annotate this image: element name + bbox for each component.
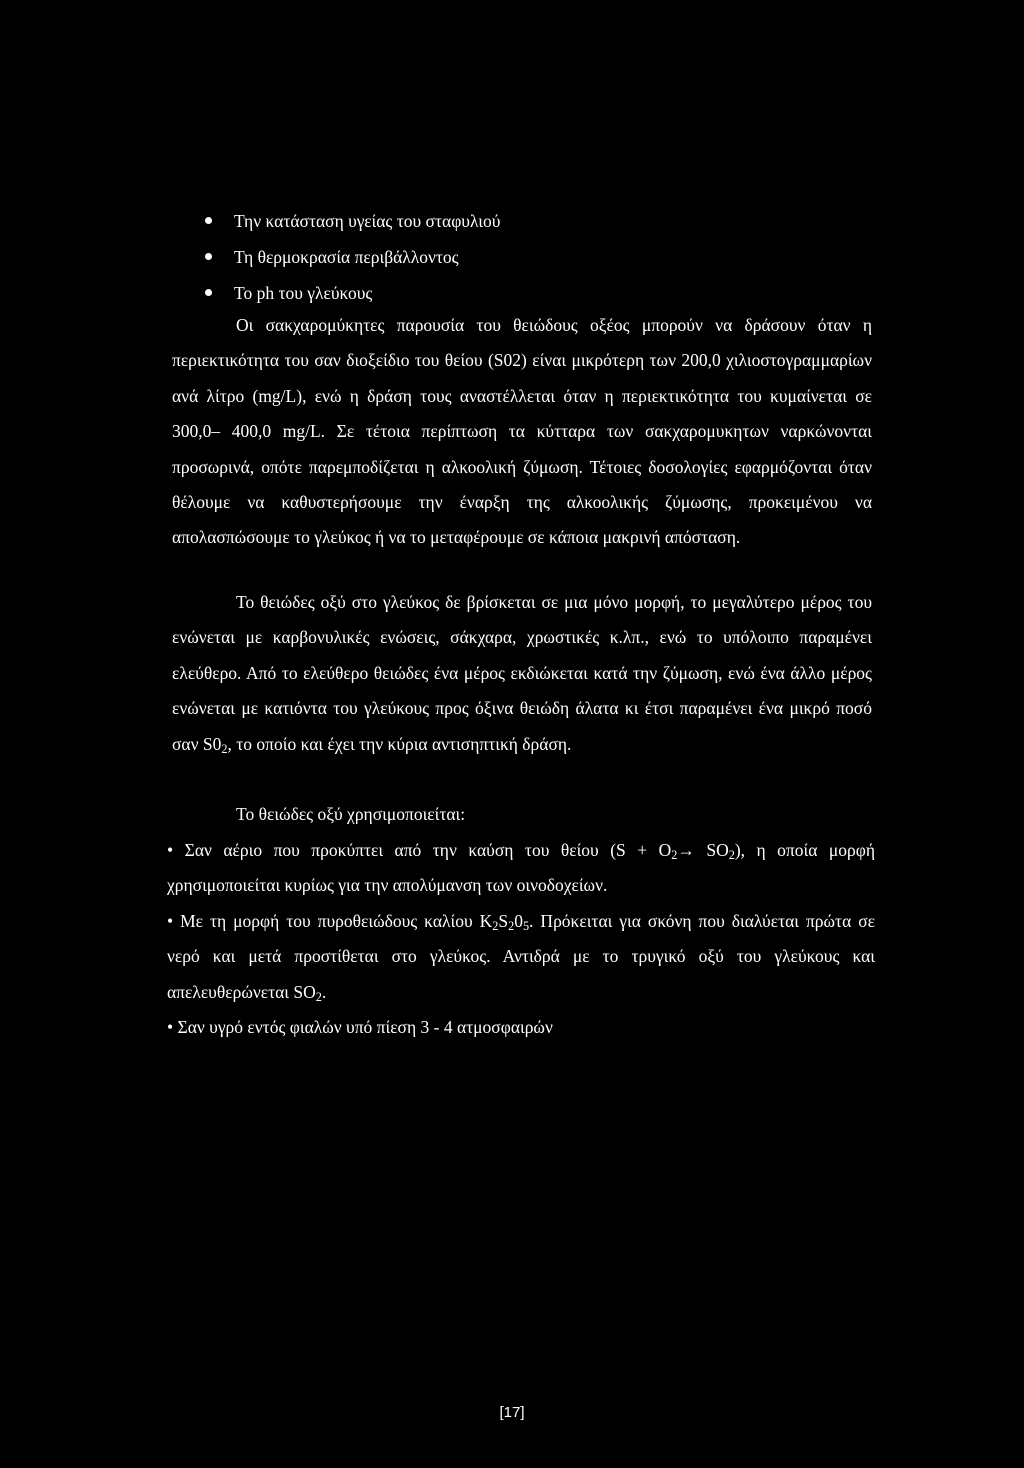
paragraph-text: Το θειώδες οξύ στο γλεύκος δε βρίσκεται σε μια μόνο μορφή, το μεγαλύτερο μέρος του ενώνεται με καρβονυλικές ενώσεις, σάκχαρα, χρωστικές κ.λπ., ενώ το υπόλοιπο παραμένει ελεύθερο. Από το ελεύθερο θειώδες ένα μέρος εκδιώκεται κατά την ζύμωση, ενώ ένα άλλο μέρος ενώνεται με κατιόντα του γλεύκους προς όξινα θειώδη άλατα κι έτσι παραμένει ένα μικρό ποσό σαν S0 — [172, 592, 872, 754]
usage-item-liquid — [167, 1010, 875, 1045]
usage-heading: Το θειώδες οξύ χρησιμοποιείται: — [236, 804, 466, 824]
usage-text: . Πρόκειται για σκόνη που διαλύεται πρώτα σε νερό και μετά προστίθεται στο γλεύκος. Αντιδρά με το τρυγικό οξύ του γλεύκους και απελευθερώνεται SO — [167, 911, 875, 1002]
subscript: 2 — [492, 919, 499, 934]
list-item — [203, 203, 500, 239]
usage-text: Με τη μορφή του πυροθειώδους καλίου K — [173, 911, 493, 931]
subscript: 2 — [508, 919, 515, 934]
usage-text: Σαν υγρό εντός φιαλών υπό πίεση 3 - 4 ατμοσφαιρών — [173, 1017, 553, 1037]
usage-item-gas — [167, 833, 875, 904]
usage-text: → SO — [677, 840, 729, 860]
bullet-icon: • — [167, 911, 174, 931]
list-item-text: Το ph του γλεύκους — [234, 283, 373, 303]
subscript: 2 — [671, 848, 678, 863]
list-item-text: Την κατάσταση υγείας του σταφυλιού — [234, 211, 501, 231]
bullet-icon: • — [167, 840, 174, 860]
subscript: 2 — [221, 741, 228, 756]
subscript: 2 — [315, 989, 322, 1004]
paragraph-saccharomyces: Οι σακχαρομύκητες παρουσία του θειώδους οξέος μπορούν να δράσουν όταν η περιεκτικότητα του σαν διοξείδιο του θείου (S02) είναι μικρότερη των 200,0 χιλιοστογραμμαρίων ανά λίτρο (mg/L), ενώ η δράση τους αναστέλλεται όταν η περιεκτικότητα του κυμαίνεται σε 300,0– 400,0 mg/L. Σε τέτοια περίπτωση τα κύτταρα των σακχαρομυκητων ναρκώνονται προσωρινά, οπότε παρεμποδίζεται η αλκοολική ζύμωση. Τέτοιες δοσολογίες εφαρμόζονται όταν θέλουμε να καθυστερήσουμε την έναρξη της αλκοολικής ζύμωσης, προκειμένου να απολασπώσουμε το γλεύκος ή να το μεταφέρουμε σε κάποια μακρινή απόσταση. — [172, 315, 872, 548]
usage-text: 0 — [514, 911, 523, 931]
page-number: [17] — [499, 1404, 525, 1421]
list-item-text: Τη θερμοκρασία περιβάλλοντος — [234, 247, 459, 267]
factor-list — [203, 203, 500, 311]
usage-text: Σαν αέριο που προκύπτει από την καύση του θείου (S + O — [173, 840, 672, 860]
bullet-icon — [205, 217, 212, 224]
bullet-icon: • — [167, 1017, 174, 1037]
usage-text: S — [498, 911, 509, 931]
subscript: 5 — [522, 919, 530, 934]
usage-text: . — [321, 981, 327, 1002]
bullet-icon — [205, 289, 212, 296]
list-item — [203, 239, 500, 275]
usage-item-potassium-metabisulfite — [167, 904, 875, 1010]
subscript: 2 — [728, 848, 735, 863]
paragraph-sulfurous-acid-forms — [172, 585, 872, 762]
list-item — [203, 275, 500, 311]
bullet-icon — [205, 253, 212, 260]
paragraph-text: , το οποίο και έχει την κύρια αντισηπτική δράση. — [227, 733, 572, 754]
usage-text: ), η οποία μορφή χρησιμοποιείται κυρίως για την απολύμανση των οινοδοχείων. — [167, 840, 875, 896]
